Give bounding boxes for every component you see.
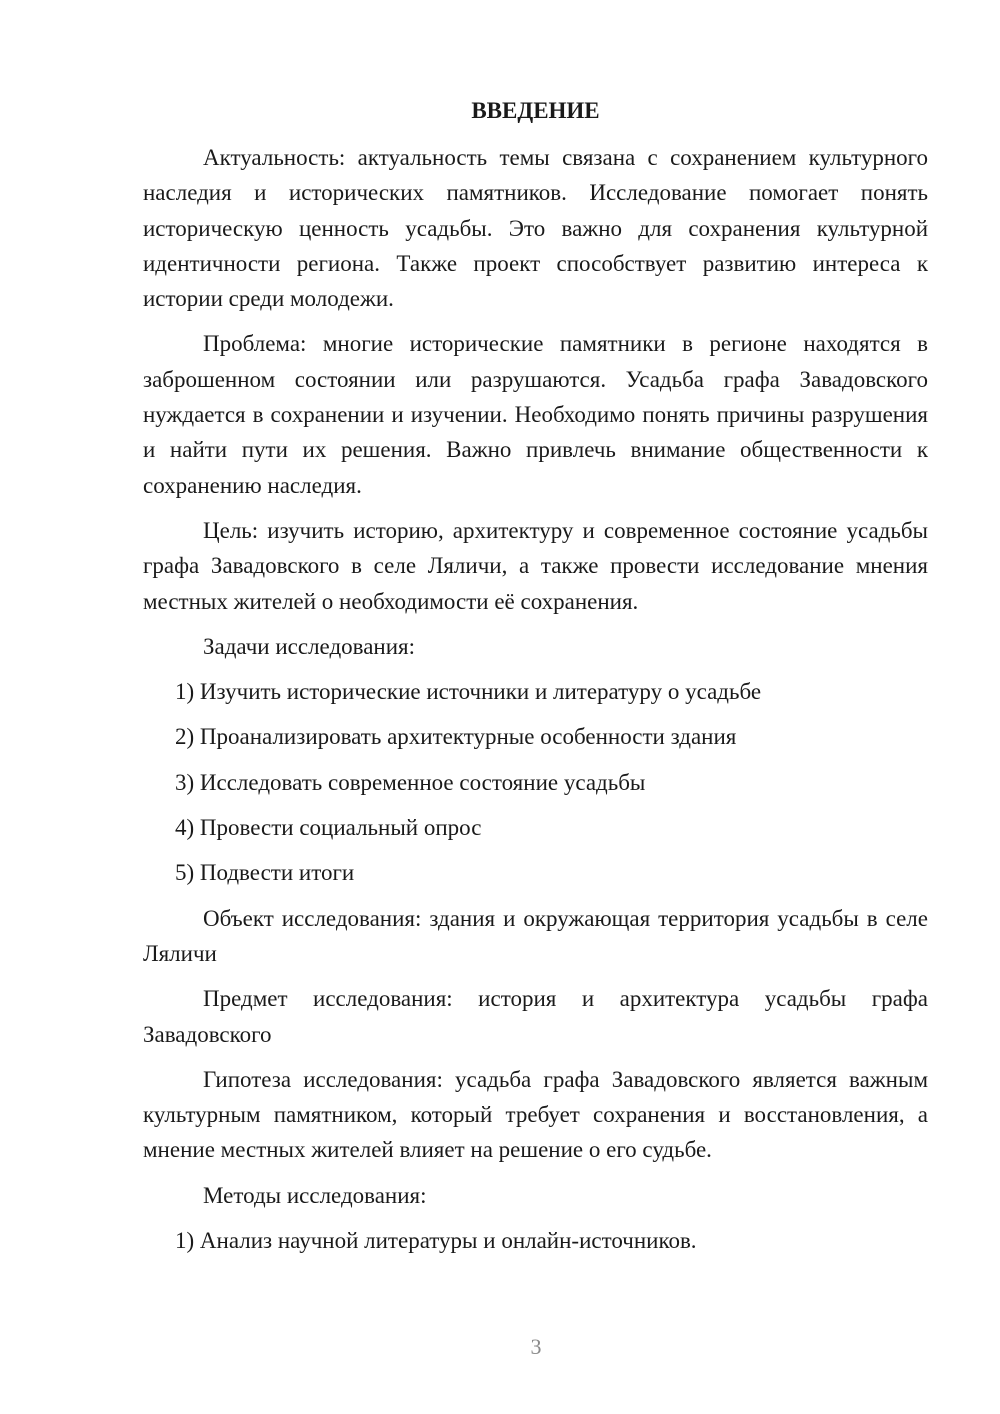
page-number: 3 [530,1334,542,1359]
section-title: ВВЕДЕНИЕ [471,98,600,123]
page-content [143,93,928,1268]
list-item: 3) Исследовать современное состояние усадьбы [175,769,646,795]
tasks-heading: Задачи исследования: [203,633,416,659]
hypothesis-paragraph: Гипотеза исследования: усадьба графа Завадовского является важным культурным памятником, который требует сохранения и восстановления, а мнение местных жителей влияет на решение о его судьбе. [143,1066,928,1163]
list-item: 1) Анализ научной литературы и онлайн-источников. [175,1228,697,1254]
subject-paragraph: Предмет исследования: история и архитектура усадьбы графа Завадовского [143,986,928,1047]
methods-list [143,1223,928,1258]
tasks-list [143,674,928,890]
list-item: 4) Провести социальный опрос [175,815,482,841]
methods-heading: Методы исследования: [203,1182,427,1208]
list-item: 2) Проанализировать архитектурные особенности здания [175,724,737,750]
problem-paragraph: Проблема: многие исторические памятники в регионе находятся в заброшенном состоянии или разрушаются. Усадьба графа Завадовского нуждается в сохранении и изучении. Необходимо понять причины разрушения и найти пути их решения. Важно привлечь внимание общественности к сохранению наследия. [143,331,928,498]
list-item: 5) Подвести итоги [175,860,355,886]
goal-paragraph: Цель: изучить историю, архитектуру и современное состояние усадьбы графа Завадовского в селе Ляличи, а также провести исследование мнения местных жителей о необходимости её сохранения. [143,517,928,614]
list-item: 1) Изучить исторические источники и литературу о усадьбе [175,679,762,705]
relevance-paragraph: Актуальность: актуальность темы связана с сохранением культурного наследия и исторических памятников. Исследование помогает понять историческую ценность усадьбы. Это важно для сохранения культурной идентичности региона. Также проект способствует развитию интереса к истории среди молодежи. [143,145,928,312]
object-paragraph: Объект исследования: здания и окружающая территория усадьбы в селе Ляличи [143,905,928,966]
